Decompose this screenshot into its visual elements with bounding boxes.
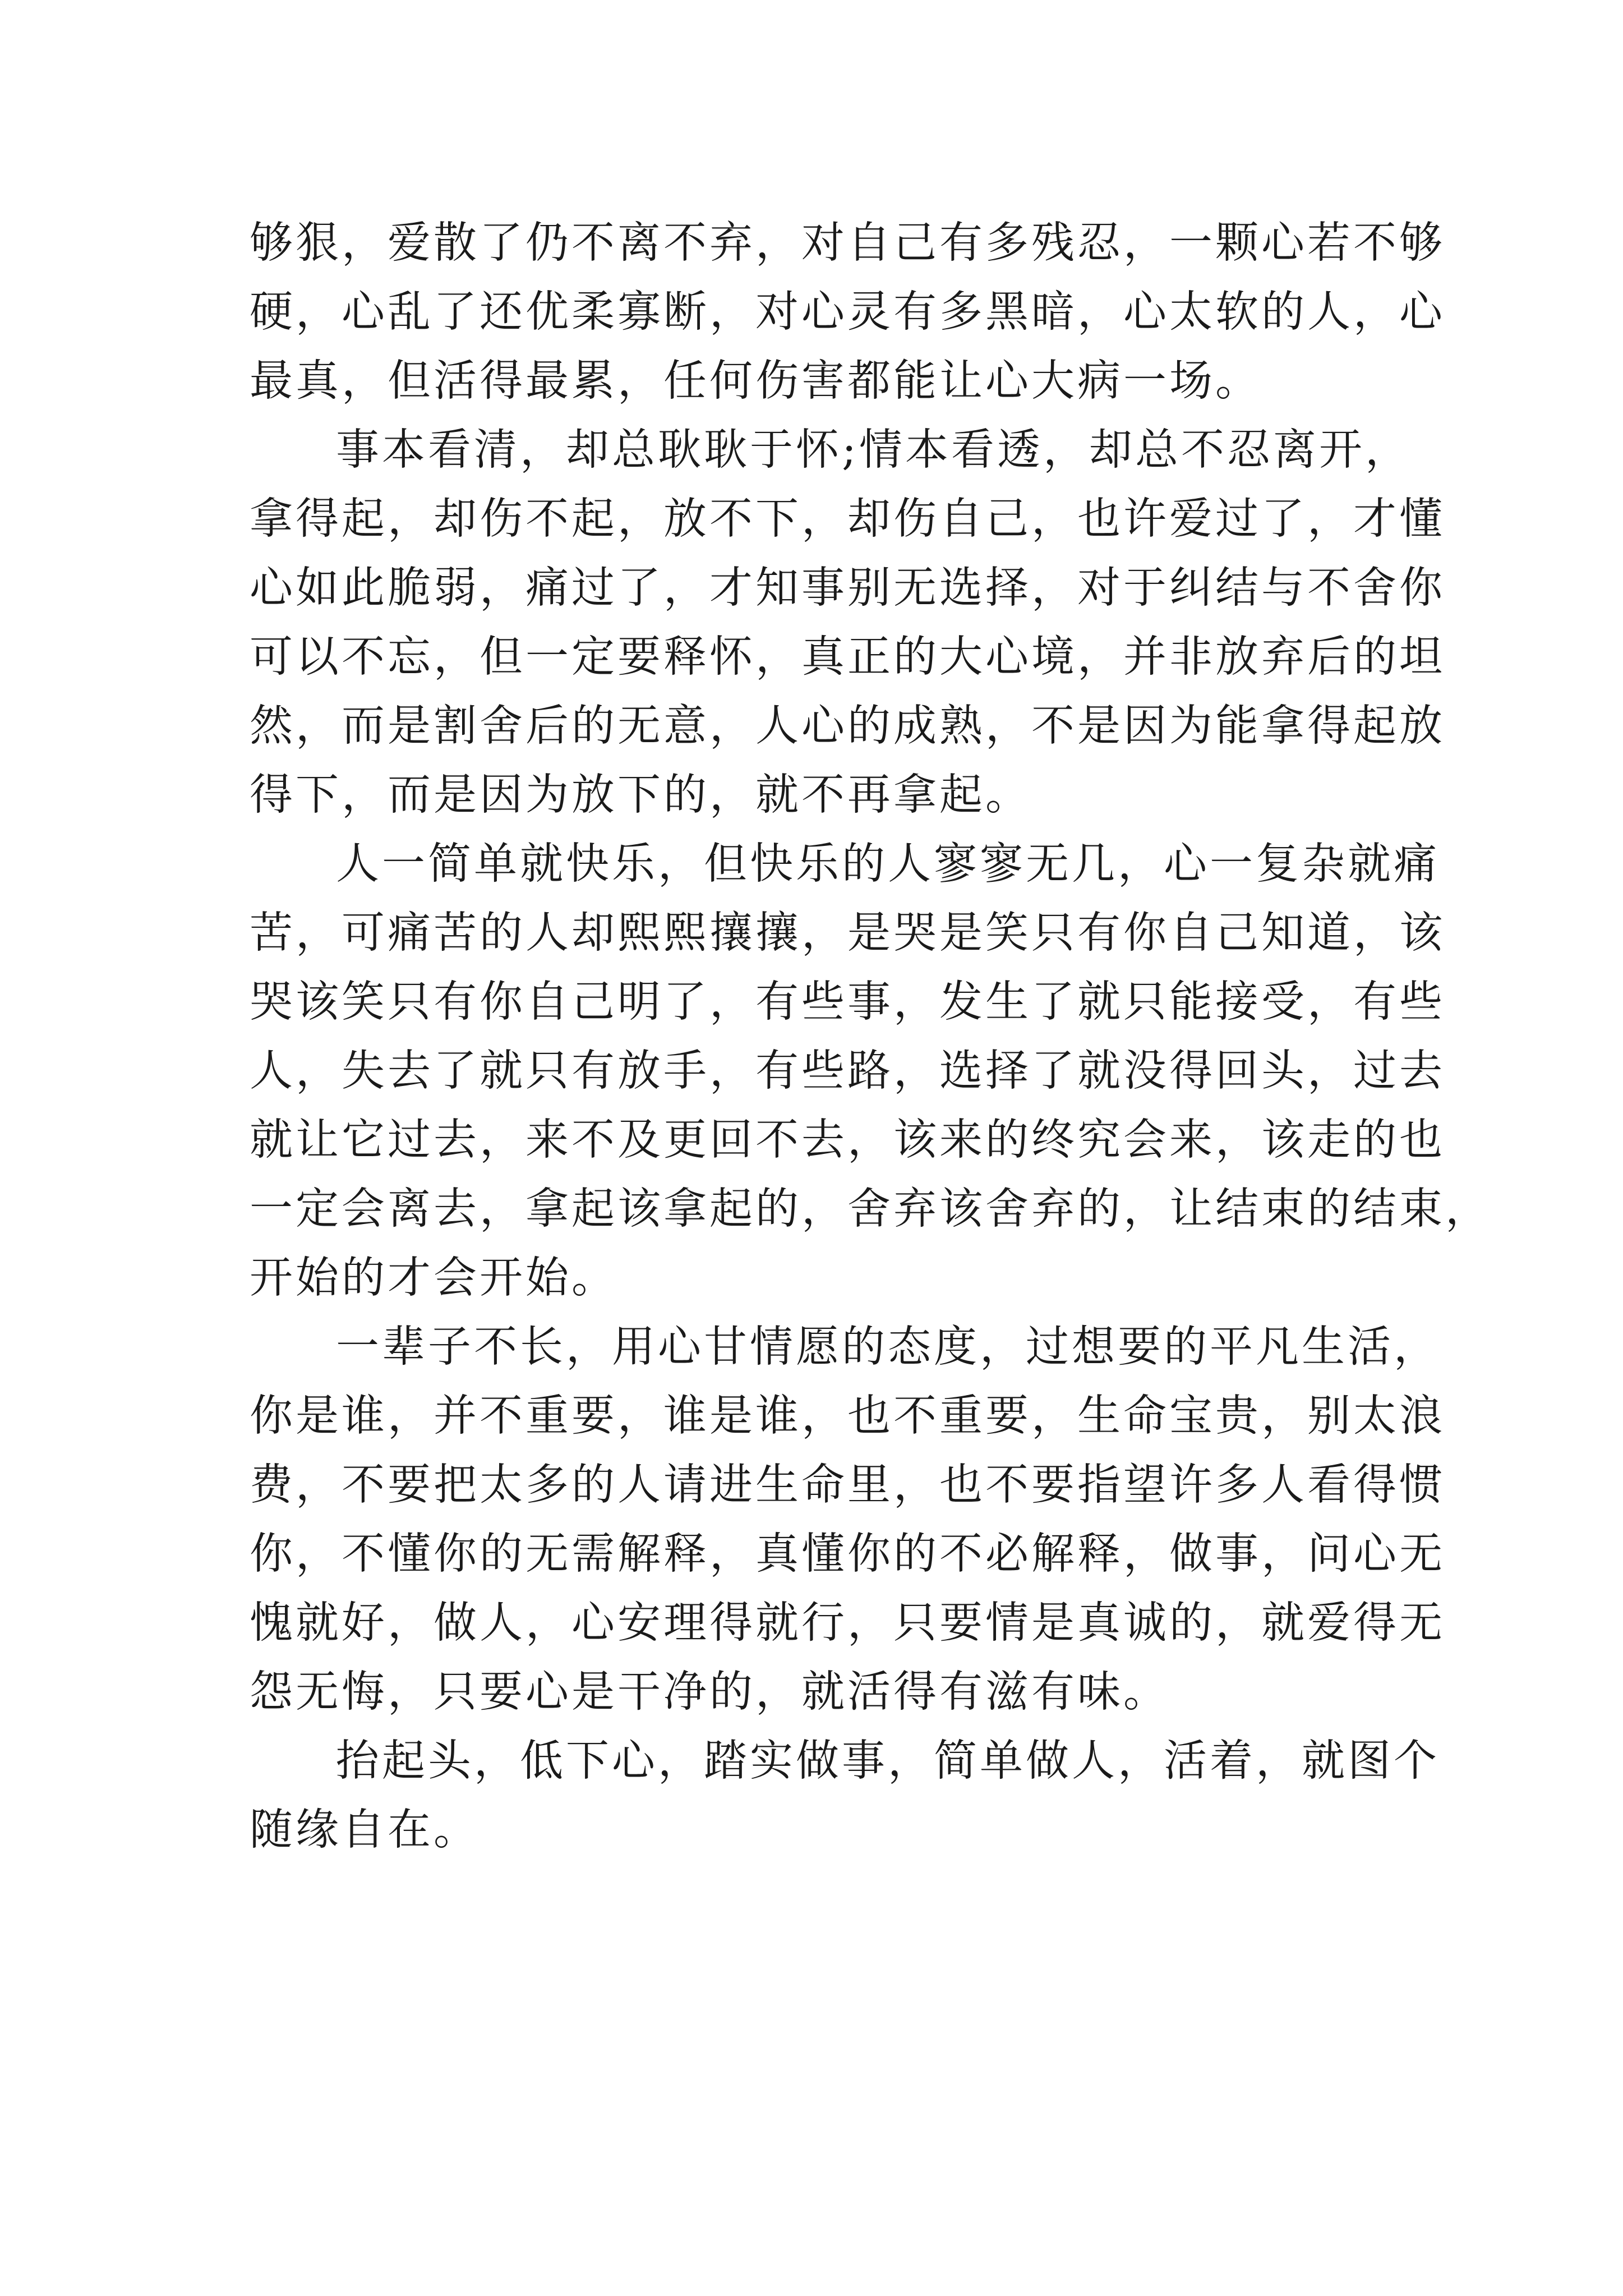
text-line: 费，不要把太多的人请进生命里，也不要指望许多人看得惯	[250, 1460, 1445, 1510]
document-body	[250, 209, 1491, 1865]
text-line: 苦，可痛苦的人却熙熙攘攘，是哭是笑只有你自己知道，该	[250, 908, 1445, 958]
text-line: 你是谁，并不重要，谁是谁，也不重要，生命宝贵，别太浪	[250, 1391, 1445, 1441]
paragraph-5	[250, 1727, 1440, 1865]
text-line: 就让它过去，来不及更回不去，该来的终究会来，该走的也	[250, 1115, 1445, 1165]
text-line: 开始的才会开始。	[250, 1253, 617, 1303]
text-line: 可以不忘，但一定要释怀，真正的大心境，并非放弃后的坦	[250, 632, 1445, 682]
text-line: 人，失去了就只有放手，有些路，选择了就没得回头，过去	[250, 1046, 1445, 1096]
text-line: 怨无悔，只要心是干净的，就活得有滋有味。	[250, 1667, 1169, 1717]
paragraph-4	[250, 1313, 1445, 1727]
text-line: 得下，而是因为放下的，就不再拿起。	[250, 770, 1031, 820]
text-line: 事本看清，却总耿耿于怀;情本看透，却总不忍离开，	[336, 425, 1411, 475]
paragraph-3	[250, 830, 1491, 1313]
text-line: 抬起头，低下心，踏实做事，简单做人，活着，就图个	[336, 1736, 1440, 1786]
text-line: 最真，但活得最累，任何伤害都能让心大病一场。	[250, 356, 1261, 406]
text-line: 一辈子不长，用心甘情愿的态度，过想要的平凡生活，	[336, 1322, 1440, 1372]
text-line: 硬，心乱了还优柔寡断，对心灵有多黑暗，心太软的人，心	[250, 287, 1445, 337]
text-line: 哭该笑只有你自己明了，有些事，发生了就只能接受，有些	[250, 977, 1445, 1027]
text-line: 人一简单就快乐，但快乐的人寥寥无几，心一复杂就痛	[336, 839, 1440, 889]
text-line: 随缘自在。	[250, 1805, 479, 1855]
text-line: 拿得起，却伤不起，放不下，却伤自己，也许爱过了，才懂	[250, 494, 1445, 544]
text-line: 然，而是割舍后的无意，人心的成熟，不是因为能拿得起放	[250, 701, 1445, 751]
text-line: 愧就好，做人，心安理得就行，只要情是真诚的，就爱得无	[250, 1598, 1445, 1648]
text-line: 你，不懂你的无需解释，真懂你的不必解释，做事，问心无	[250, 1529, 1445, 1579]
paragraph-1	[250, 209, 1445, 416]
text-line: 够狠，爱散了仍不离不弃，对自己有多残忍，一颗心若不够	[250, 218, 1445, 268]
text-line: 一定会离去，拿起该拿起的，舍弃该舍弃的，让结束的结束，	[250, 1184, 1491, 1234]
paragraph-2	[250, 416, 1445, 830]
text-line: 心如此脆弱，痛过了，才知事别无选择，对于纠结与不舍你	[250, 563, 1445, 613]
